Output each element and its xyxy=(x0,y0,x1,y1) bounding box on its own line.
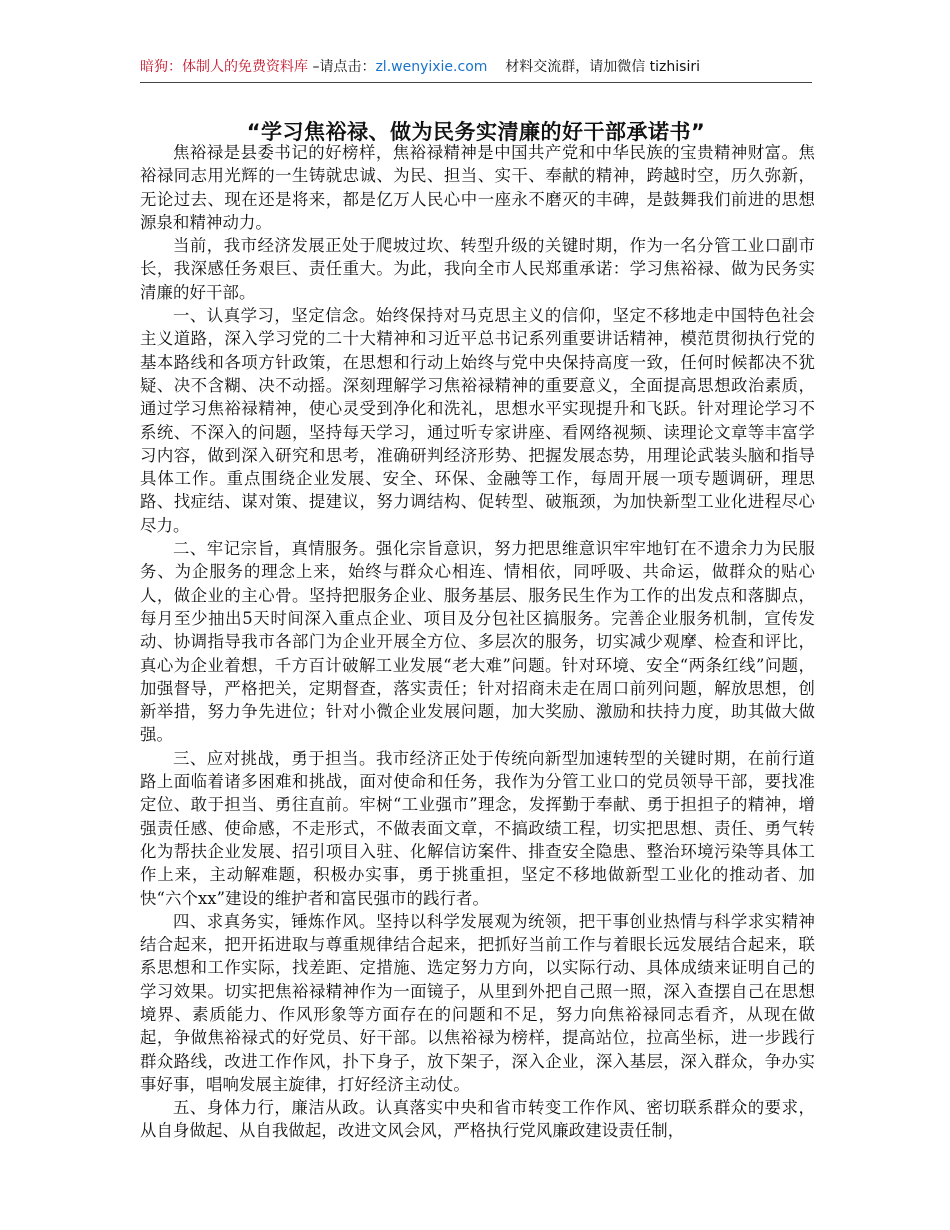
header-divider xyxy=(140,82,812,83)
site-url-link[interactable]: zl.wenyixie.com xyxy=(375,59,488,75)
paragraph-section-4: 四、求真务实，锤炼作风。坚持以科学发展观为统领，把干事创业热情与科学求实精神结合起来，把开拓进取与尊重规律结合起来，把抓好当前工作与着眼长远发展结合起来，联系思想和工作实际，找差距、定措施、选定努力方向，以实际行动、具体成绩来证明自己的学习效果。切实把焦裕禄精神作为一面镜子，从里到外把自己照一照，深入查摆自己在思想境界、素质能力、作风形象等方面存在的问题和不足，努力向焦裕禄同志看齐，从现在做起，争做焦裕禄式的好党员、好干部。以焦裕禄为榜样，提高站位，拉高坐标，进一步践行群众路线，改进工作作风，扑下身子，放下架子，深入企业，深入基层，深入群众，争办实事好事，唱响发展主旋律，打好经济主动仗。 xyxy=(140,911,815,1094)
site-name: 暗狗：体制人的免费资料库 xyxy=(140,59,308,75)
click-prompt: –请点击： xyxy=(308,59,376,75)
paragraph-pledge: 当前，我市经济发展正处于爬坡过坎、转型升级的关键时期，作为一名分管工业口副市长，我深感任务艰巨、责任重大。为此，我向全市人民郑重承诺：学习焦裕禄、做为民务实清廉的好干部。 xyxy=(140,236,815,302)
paragraph-section-3: 三、应对挑战，勇于担当。我市经济正处于传统向新型加速转型的关键时期，在前行道路上面临着诸多困难和挑战，面对使命和任务，我作为分管工业口的党员领导干部，要找准定位、敢于担当、勇往直前。牢树“工业强市”理念，发挥勤于奉献、勇于担担子的精神，增强责任感、使命感，不走形式，不做表面文章，不搞政绩工程，切实把思想、责任、勇气转化为帮扶企业发展、招引项目入驻、化解信访案件、排查安全隐患、整治环境污染等具体工作上来，主动解难题，积极办实事，勇于挑重担，坚定不移地做新型工业化的推动者、加快“六个xx”建设的维护者和富民强市的践行者。 xyxy=(140,748,815,908)
paragraph-section-1: 一、认真学习，坚定信念。始终保持对马克思主义的信仰，坚定不移地走中国特色社会主义道路，深入学习党的二十大精神和习近平总书记系列重要讲话精神，模范贯彻执行党的基本路线和各项方针政策，在思想和行动上始终与党中央保持高度一致，任何时候都决不犹疑、决不含糊、决不动摇。深刻理解学习焦裕禄精神的重要意义，全面提高思想政治素质，通过学习焦裕禄精神，使心灵受到净化和洗礼，思想水平实现提升和飞跃。针对理论学习不系统、不深入的问题，坚持每天学习，通过听专家讲座、看网络视频、读理论文章等丰富学习内容，做到深入研究和思考，准确研判经济形势、把握发展态势，用理论武装头脑和指导具体工作。重点围绕企业发展、安全、环保、金融等工作，每周开展一项专题调研，理思路、找症结、谋对策、提建议，努力调结构、促转型、破瓶颈，为加快新型工业化进程尽心尽力。 xyxy=(140,306,815,535)
site-banner xyxy=(140,56,812,82)
group-contact-text: 材料交流群，请加微信 tizhisiri xyxy=(487,59,700,75)
paragraph-section-5: 五、身体力行，廉洁从政。认真落实中央和省市转变工作作风、密切联系群众的要求，从自身做起、从自我做起，改进文风会风，严格执行党风廉政建设责任制， xyxy=(140,1098,815,1141)
paragraph-section-2: 二、牢记宗旨，真情服务。强化宗旨意识，努力把思维意识牢牢地钉在不遗余力为民服务、为企服务的理念上来，始终与群众心相连、情相依，同呼吸、共命运，做群众的贴心人，做企业的主心骨。坚持把服务企业、服务基层、服务民生作为工作的出发点和落脚点，每月至少抽出5天时间深入重点企业、项目及分包社区搞服务。完善企业服务机制，宣传发动、协调指导我市各部门为企业开展全方位、多层次的服务，切实减少观摩、检查和评比，真心为企业着想，千方百计破解工业发展“老大难”问题。针对环境、安全“两条红线”问题，加强督导，严格把关，定期督查，落实责任；针对招商未走在周口前列问题，解放思想，创新举措，努力争先进位；针对小微企业发展问题，加大奖励、激励和扶持力度，助其做大做强。 xyxy=(140,539,815,745)
document-title: “学习焦裕禄、做为民务实清廉的好干部承诺书” xyxy=(246,120,706,144)
document-body xyxy=(140,141,815,1143)
paragraph-intro: 焦裕禄是县委书记的好榜样，焦裕禄精神是中国共产党和中华民族的宝贵精神财富。焦裕禄同志用光辉的一生铸就忠诚、为民、担当、实干、奉献的精神，跨越时空，历久弥新，无论过去、现在还是将来，都是亿万人民心中一座永不磨灭的丰碑，是鼓舞我们前进的思想源泉和精神动力。 xyxy=(140,143,815,232)
